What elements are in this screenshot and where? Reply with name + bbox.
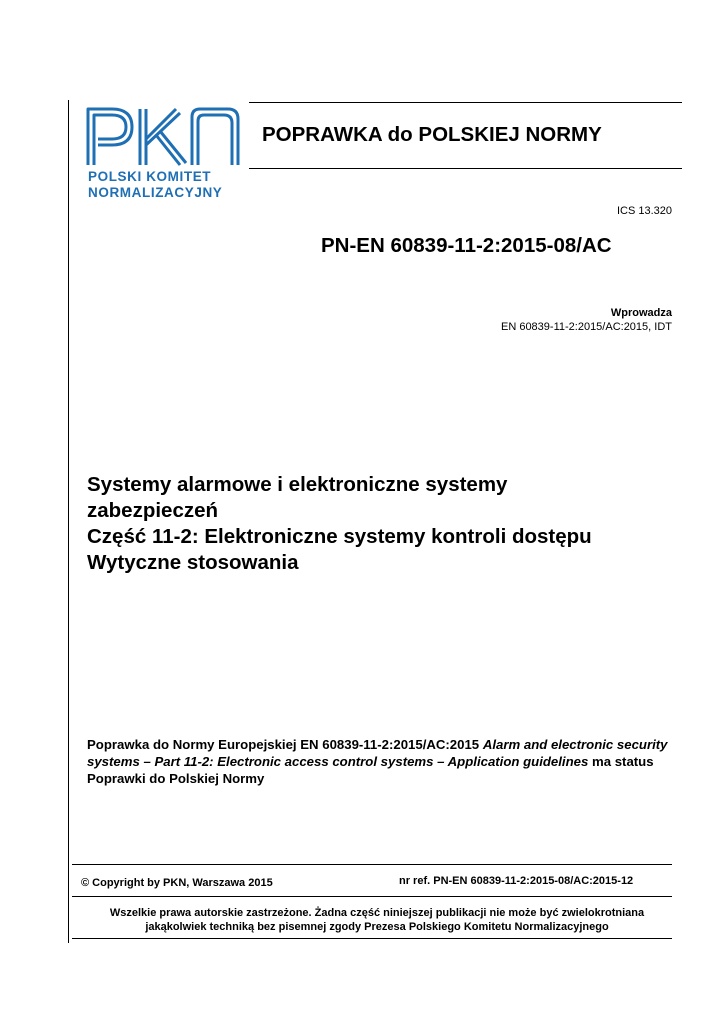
document-type-title: POPRAWKA do POLSKIEJ NORMY <box>262 123 602 146</box>
status-text-intro: Poprawka do Normy Europejskiej EN 60839-11-2:2015/AC:2015 <box>87 737 483 752</box>
introduces-label: Wprowadza <box>610 307 672 319</box>
status-english-title: Alarm and electronic security systems – Part 11-2: Electronic access control systems – Application guidelines <box>87 737 668 769</box>
logo-text-line2: NORMALIZACYJNY <box>88 185 223 200</box>
footer-middle-rule <box>72 896 672 897</box>
title-line-1: Systemy alarmowe i elektroniczne systemy <box>87 473 508 496</box>
rights-notice <box>72 906 682 934</box>
title-line-4: Wytyczne stosowania <box>87 551 299 574</box>
introduces-block <box>501 306 672 334</box>
logo-text-line1: POLSKI KOMITET <box>88 169 212 184</box>
title-line-3: Część 11-2: Elektroniczne systemy kontroli dostępu <box>87 525 592 548</box>
standard-number: PN-EN 60839-11-2:2015-08/AC <box>321 234 612 257</box>
ics-code: ICS 13.320 <box>616 205 672 217</box>
rights-line-1: Wszelkie prawa autorskie zastrzeżone. Żadna część niniejszej publikacji nie może być zwielokrotniana <box>109 907 645 919</box>
copyright-text: Copyright by PKN, Warszawa 2015 <box>92 877 273 889</box>
status-text-end: ma status Poprawki do Polskiej Normy <box>87 754 654 786</box>
introduces-value: EN 60839-11-2:2015/AC:2015, IDT <box>500 321 672 333</box>
footer-top-rule <box>72 864 672 865</box>
standard-title <box>87 472 592 576</box>
reference-number: nr ref. PN-EN 60839-11-2:2015-08/AC:2015-12 <box>399 875 634 887</box>
title-line-2: zabezpieczeń <box>87 499 219 522</box>
copyright-notice <box>81 877 273 889</box>
copyright-symbol: © <box>81 877 90 889</box>
header-top-rule <box>249 102 682 103</box>
pkn-logo <box>84 105 254 205</box>
header-bottom-rule <box>249 168 682 169</box>
left-margin-rule <box>68 100 69 943</box>
footer-bottom-rule <box>72 938 672 939</box>
pkn-logo-mark <box>84 105 244 167</box>
rights-line-2: jakąkolwiek techniką bez pisemnej zgody Prezesa Polskiego Komitetu Normalizacyjnego <box>145 921 609 933</box>
status-statement <box>87 736 687 787</box>
